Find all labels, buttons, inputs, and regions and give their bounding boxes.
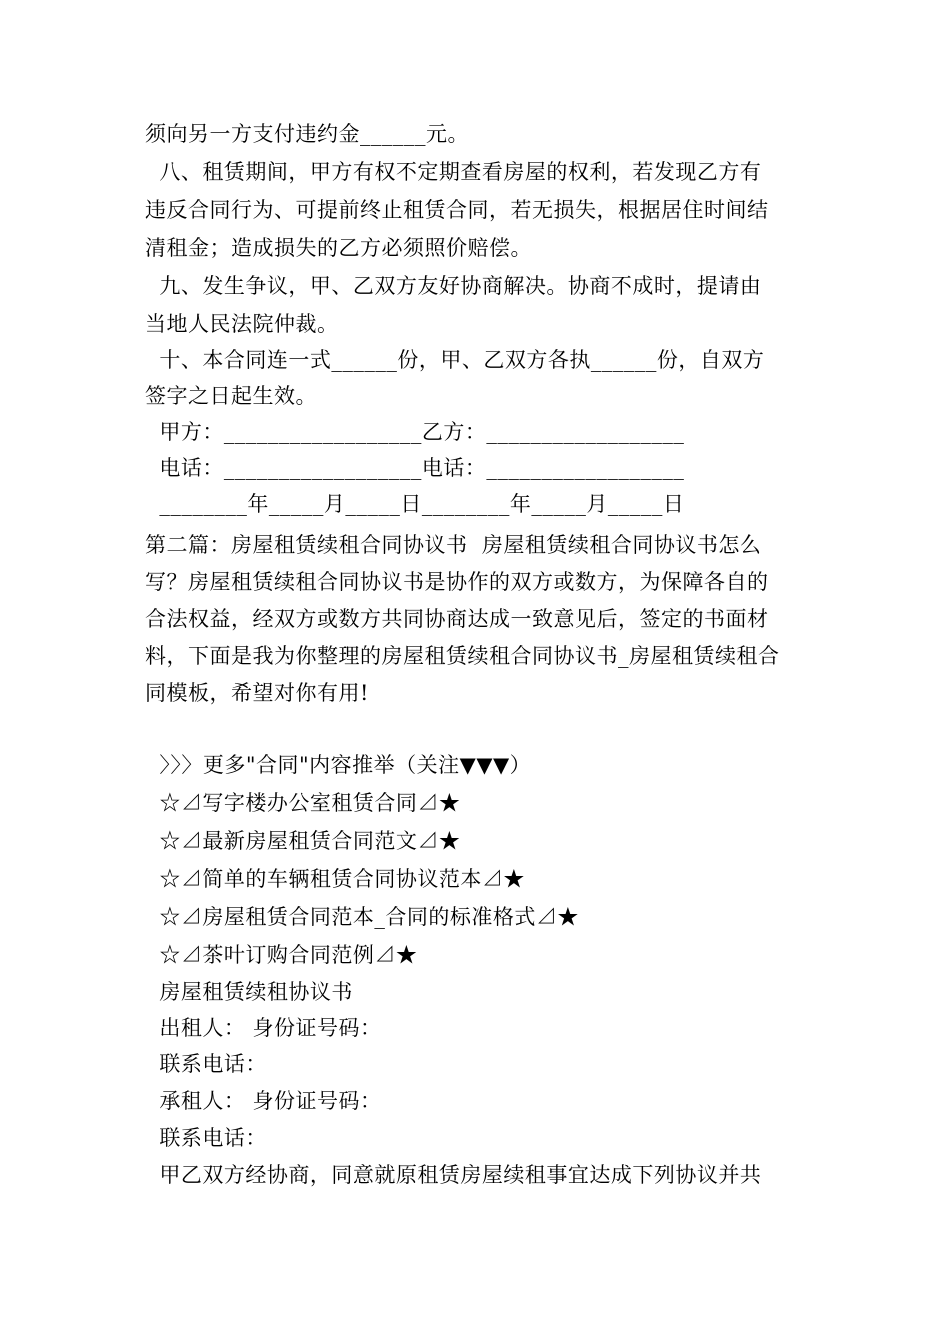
text-line: 联系电话： <box>145 1052 267 1076</box>
recommend-link[interactable]: ☆⊿茶叶订购合同范例⊿★ <box>145 943 418 967</box>
text-line: 签字之日起生效。 <box>145 384 317 408</box>
text-line: 甲乙双方经协商，同意就原租赁房屋续租事宜达成下列协议并共 <box>145 1163 762 1187</box>
text-line: 当地人民法院仲裁。 <box>145 312 339 336</box>
text-line: 违反合同行为、可提前终止租赁合同，若无损失，根据居住时间结 <box>145 198 769 222</box>
text-line: 合法权益，经双方或数方共同协商达成一致意见后，签定的书面材 <box>145 607 769 631</box>
text-line: 须向另一方支付违约金______元。 <box>145 122 469 146</box>
text-line: 清租金；造成损失的乙方必须照价赔偿。 <box>145 236 532 260</box>
text-line: 八、租赁期间，甲方有权不定期查看房屋的权利，若发现乙方有 <box>145 160 762 184</box>
section-heading: 第二篇：房屋租赁续租合同协议书 房屋租赁续租合同协议书怎么 <box>145 533 762 557</box>
recommend-heading: 〉〉〉更多"合同"内容推举（关注▼▼▼） <box>145 753 532 777</box>
text-line: 十、本合同连一式______份，甲、乙双方各执______份，自双方 <box>145 348 765 372</box>
text-line: 九、发生争议，甲、乙双方友好协商解决。协商不成时，提请由 <box>145 274 762 298</box>
text-line: 出租人： 身份证号码： <box>145 1016 382 1040</box>
text-line: 料，下面是我为你整理的房屋租赁续租合同协议书_房屋租赁续租合 <box>145 644 780 668</box>
recommend-link[interactable]: ☆⊿最新房屋租赁合同范文⊿★ <box>145 829 461 853</box>
recommend-link[interactable]: ☆⊿房屋租赁合同范本_合同的标准格式⊿★ <box>145 905 579 929</box>
signature-line-date: ________年_____月_____日________年_____月_____日 <box>145 492 685 516</box>
recommend-link[interactable]: ☆⊿简单的车辆租赁合同协议范本⊿★ <box>145 867 525 891</box>
text-line: 写？房屋租赁续租合同协议书是协作的双方或数方，为保障各自的 <box>145 570 769 594</box>
signature-line-phone: 电话：__________________电话：__________________ <box>145 456 685 480</box>
recommend-link[interactable]: ☆⊿写字楼办公室租赁合同⊿★ <box>145 791 461 815</box>
agreement-title: 房屋租赁续租协议书 <box>145 980 353 1004</box>
text-line: 同模板，希望对你有用! <box>145 681 369 705</box>
text-line: 联系电话： <box>145 1126 267 1150</box>
text-line: 承租人： 身份证号码： <box>145 1089 382 1113</box>
signature-line-party: 甲方：__________________乙方：__________________ <box>145 420 685 444</box>
